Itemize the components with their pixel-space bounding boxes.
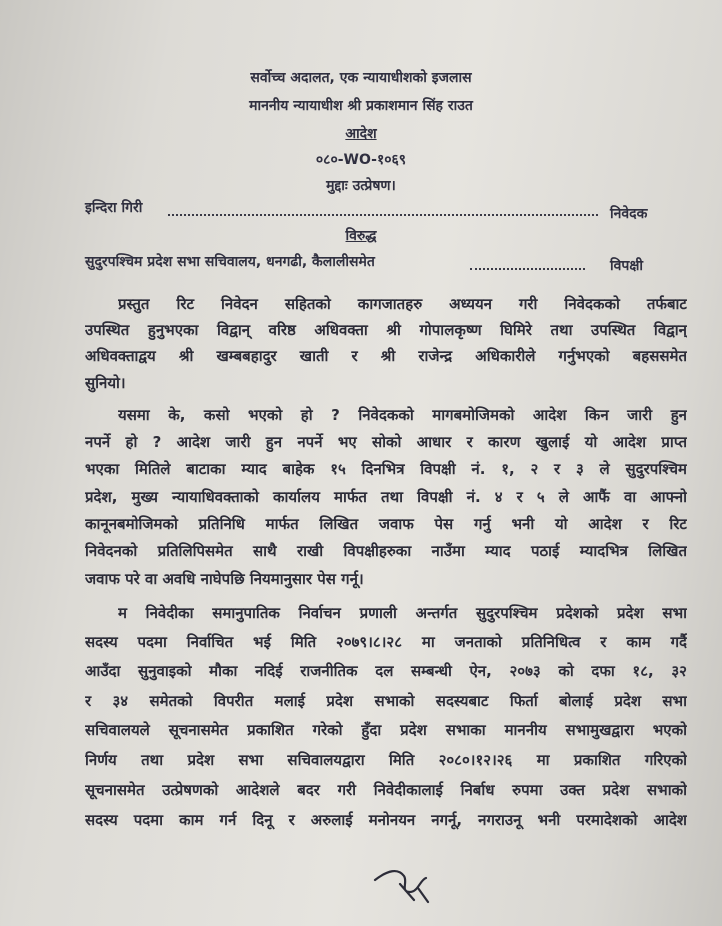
paragraph-line: प्रदेश, मुख्य न्यायाधिवक्ताको कार्यालय मार्फत तथा विपक्षी नं. ४ र ५ ले आफैं वा आफ्नो <box>85 488 687 506</box>
handwritten-signature <box>370 862 440 907</box>
paragraph-line: कानूनबमोजिमको प्रतिनिधि मार्फत लिखित जवाफ पेस गर्नु भनी यो आदेश र रिट <box>85 515 687 533</box>
petitioner-role: निवेदक <box>610 206 648 222</box>
petitioner-dotted-line <box>168 214 598 216</box>
paragraph-line: निवेदनको प्रतिलिपिसमेत साथै राखी विपक्षीहरुका नाउँमा म्याद पठाई म्यादभित्र लिखित <box>85 542 687 560</box>
court-bench-title: सर्वोच्च अदालत, एक न्यायाधीशको इजलास <box>250 70 472 86</box>
versus-label: विरुद्ध <box>345 228 377 244</box>
paragraph-line: जवाफ परे वा अवधि नाघेपछि नियमानुसार पेस गर्नू। <box>85 570 364 588</box>
paragraph-line: सदस्य पदमा निर्वाचित भई मिति २०७९।८।२८ मा जनताको प्रतिनिधित्व र काम गर्दै <box>85 633 687 651</box>
paragraph-line: सुनियो। <box>85 374 126 392</box>
paragraph-line: सूचनासमेत उत्प्रेषणको आदेशले बदर गरी निवेदीकालाई निर्बाध रुपमा उक्त प्रदेश सभाको <box>85 781 687 799</box>
case-number: ०८०-WO-१०६९ <box>315 152 407 168</box>
paragraph-line: र ३४ समेतको विपरीत मलाई प्रदेश सभाको सदस्यबाट फिर्ता बोलाई प्रदेश सभा <box>85 692 687 710</box>
paragraph-line: निर्णय तथा प्रदेश सभा सचिवालयद्वारा मिति २०८०।१२।२६ मा प्रकाशित गरिएको <box>85 751 687 769</box>
paragraph-line: नपर्ने हो ? आदेश जारी हुन नपर्ने भए सोको आधार र कारण खुलाई यो आदेश प्राप्त <box>85 433 687 451</box>
paragraph-line: प्रस्तुत रिट निवेदन सहितको कागजातहरु अध्ययन गरी निवेदकको तर्फबाट <box>118 295 687 313</box>
case-subject: मुद्दाः उत्प्रेषण। <box>326 178 396 194</box>
paragraph-line: सचिवालयले सूचनासमेत प्रकाशित गरेको हुँदा प्रदेश सभाका माननीय सभामुखद्वारा भएको <box>85 721 687 739</box>
paragraph-line: आउँदा सुनुवाइको मौका नदिई राजनीतिक दल सम्बन्धी ऐन, २०७३ को दफा १८, ३२ <box>85 662 687 680</box>
respondent-dotted-line <box>470 268 585 270</box>
paragraph-line: अधिवक्ताद्वय श्री खम्बबहादुर खाती र श्री राजेन्द्र अधिकारीले गर्नुभएको बहससमेत <box>85 347 687 365</box>
order-title: आदेश <box>345 126 377 142</box>
paragraph-line: सदस्य पदमा काम गर्न दिनू र अरुलाई मनोनयन नगर्नू, नगराउनू भनी परमादेशको आदेश <box>85 811 687 829</box>
respondent-name: सुदुरपश्चिम प्रदेश सभा सचिवालय, धनगढी, कैलालीसमेत <box>85 254 375 270</box>
respondent-role: विपक्षी <box>610 258 644 274</box>
paragraph-line: भएका मितिले बाटाका म्याद बाहेक १५ दिनभित्र विपक्षी नं. १, २ र ३ ले सुदुरपश्चिम <box>85 460 687 478</box>
paragraph-line: म निवेदीका समानुपातिक निर्वाचन प्रणाली अन्तर्गत सुदुरपश्चिम प्रदेशको प्रदेश सभा <box>118 604 687 622</box>
paragraph-line: उपस्थित हुनुभएका विद्वान् वरिष्ठ अधिवक्ता श्री गोपालकृष्ण घिमिरे तथा उपस्थित विद्वान् <box>85 321 687 339</box>
justice-name: माननीय न्यायाधीश श्री प्रकाशमान सिंह राउत <box>249 98 473 114</box>
petitioner-name: इन्दिरा गिरी <box>85 200 143 216</box>
paragraph-line: यसमा के, कसो भएको हो ? निवेदकको मागबमोजिमको आदेश किन जारी हुन <box>118 406 687 424</box>
